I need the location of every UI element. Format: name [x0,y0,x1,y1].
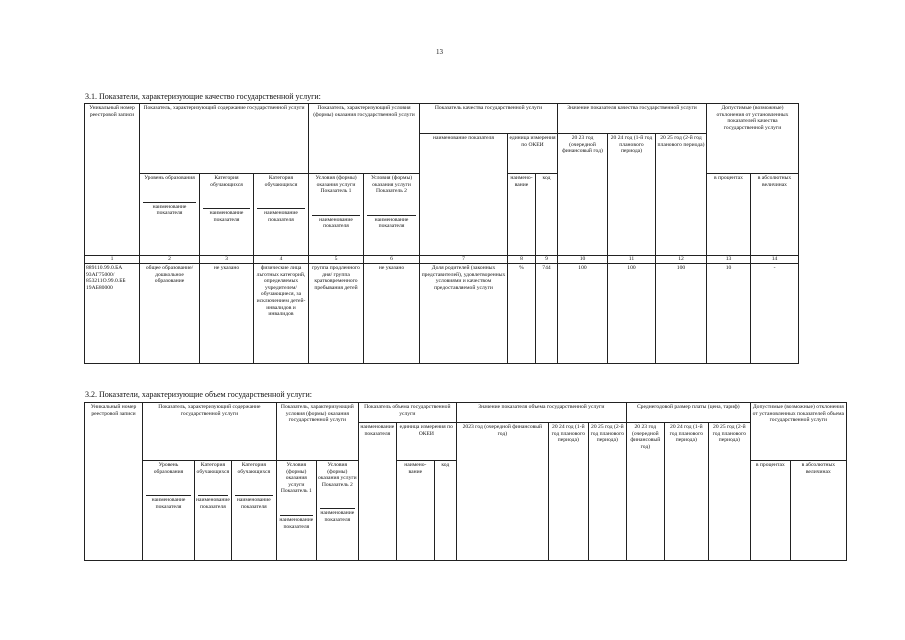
header-deviations: Допустимые (возможные) отклонения от установленных показателей объема государственной услуги [750,403,846,461]
col-number: 2 [140,256,200,264]
header-category-2: Категория обучающихся наименование показателя [254,174,309,256]
header-absolute: в абсолютных величинах [790,461,846,561]
header-indicator-name: наименование показателя [358,423,396,561]
col-number: 9 [536,256,558,264]
header-volume-values: Значение показателя объема государственной услуги [456,403,626,423]
header-year-1: 20 23 год (очередной финансовый год) [558,134,608,256]
col-number: 13 [707,256,751,264]
header-conditions-indicator: Показатель, характеризующий условия (формы) оказания государственной услуги [309,104,420,174]
header-content-indicator: Показатель, характеризующий содержание государственной услуги [143,403,277,461]
header-level: Уровень образования наименование показателя [140,174,200,256]
record-code: 889110.99.0.БА 93АГ75000/ 853211О.99.0.ББ 19АБ80000 [85,264,140,364]
header-year-2: 20 24 год (1-й год планового периода) [548,423,588,561]
header-fee-year-2: 20 24 год (1-й год планового периода) [664,423,708,561]
col-number: 14 [751,256,799,264]
header-unit-okei: единица измерения по ОКЕИ [508,134,558,174]
header-average-fee: Среднегодовой размер платы (цена, тариф) [626,403,750,423]
header-percent: в процентах [750,461,790,561]
page-number: 13 [436,48,443,56]
col-number: 3 [200,256,254,264]
col-number: 12 [656,256,707,264]
header-unit-name: наимено-вание [396,461,434,561]
header-fee-year-1: 20 23 год (очередной финансовый год) [626,423,664,561]
header-unit-code: код [434,461,456,561]
value-year-3: 100 [656,264,707,364]
header-year-3: 20 25 год (2-й год планового периода) [588,423,626,561]
header-record-number: Уникальный номер реестровой записи [85,403,143,561]
col-number: 11 [608,256,656,264]
col-number: 4 [254,256,309,264]
header-category-1: Категория обучающихся наименование показателя [195,461,232,561]
header-condition-1: Условия (формы) оказания услуги Показатель 1 наименование показателя [309,174,364,256]
header-content-indicator: Показатель, характеризующий содержание государственной услуги [140,104,309,174]
education-level: общее образование/ дошкольное образование [140,264,200,364]
header-category-2: Категория обучающихся наименование показателя [231,461,276,561]
col-number: 10 [558,256,608,264]
header-conditions-indicator: Показатель, характеризующий условия (формы) оказания государственной услуги [276,403,358,461]
value-year-2: 100 [608,264,656,364]
header-record-number: Уникальный номер реестровой записи [85,104,140,256]
condition-2: не указано [364,264,420,364]
condition-1: группа продленного дня/ группа кратковременного пребывания детей [309,264,364,364]
col-number: 8 [508,256,536,264]
header-year-1: 2023 год (очередной финансовый год) [456,423,548,561]
header-condition-2: Условия (формы) оказания услуги Показатель 2 наименование показателя [316,461,358,561]
table-row [85,264,799,364]
header-unit-name: наимено-вание [508,174,536,256]
header-unit-okei: единица измерения по ОКЕИ [396,423,456,461]
col-number: 7 [420,256,508,264]
section2-heading: 3.2. Показатели, характеризующие объем государственной услуги: [85,390,312,399]
deviation-percent: 10 [707,264,751,364]
header-condition-1: Условия (формы) оказания услуги Показатель 1 наименование показателя [276,461,316,561]
header-quality-indicator: Показатель качества государственной услуги [420,104,558,134]
header-indicator-name: наименование показателя [420,134,508,256]
header-category-1: Категория обучающихся наименование показателя [200,174,254,256]
header-deviations: Допустимые (возможные) отклонения от установленных показателей качества государственной услуги [707,104,799,174]
header-fee-year-3: 20 25 год (2-й год планового периода) [708,423,750,561]
col-number: 5 [309,256,364,264]
section1-heading: 3.1. Показатели, характеризующие качество государственной услуги: [85,92,321,101]
value-year-1: 100 [558,264,608,364]
quality-indicator-name: Доля родителей (законных представителей), удовлетворенных условиями и качеством предоставляемой услуги [420,264,508,364]
col-number: 1 [85,256,140,264]
header-year-3: 20 25 год (2-й год планового периода) [656,134,707,256]
header-condition-2: Условия (формы) оказания услуги Показатель 2 наименование показателя [364,174,420,256]
header-quality-values: Значение показателя качества государственной услуги [558,104,707,134]
student-category-2: физические лица льготных категорий, определяемых учредителем/ обучающиеся, за исключением детей-инвалидов и инвалидов [254,264,309,364]
header-unit-code: код [536,174,558,256]
deviation-absolute: - [751,264,799,364]
header-level: Уровень образования наименование показателя [143,461,195,561]
quality-table [84,103,799,364]
header-year-2: 20 24 год (1-й год планового периода) [608,134,656,256]
unit-code: 744 [536,264,558,364]
unit-name: % [508,264,536,364]
student-category-1: не указано [200,264,254,364]
header-absolute: в абсолютных величинах [751,174,799,256]
header-percent: в процентах [707,174,751,256]
col-number: 6 [364,256,420,264]
header-volume-indicator: Показатель объема государственной услуги [358,403,456,423]
volume-table [84,402,847,561]
